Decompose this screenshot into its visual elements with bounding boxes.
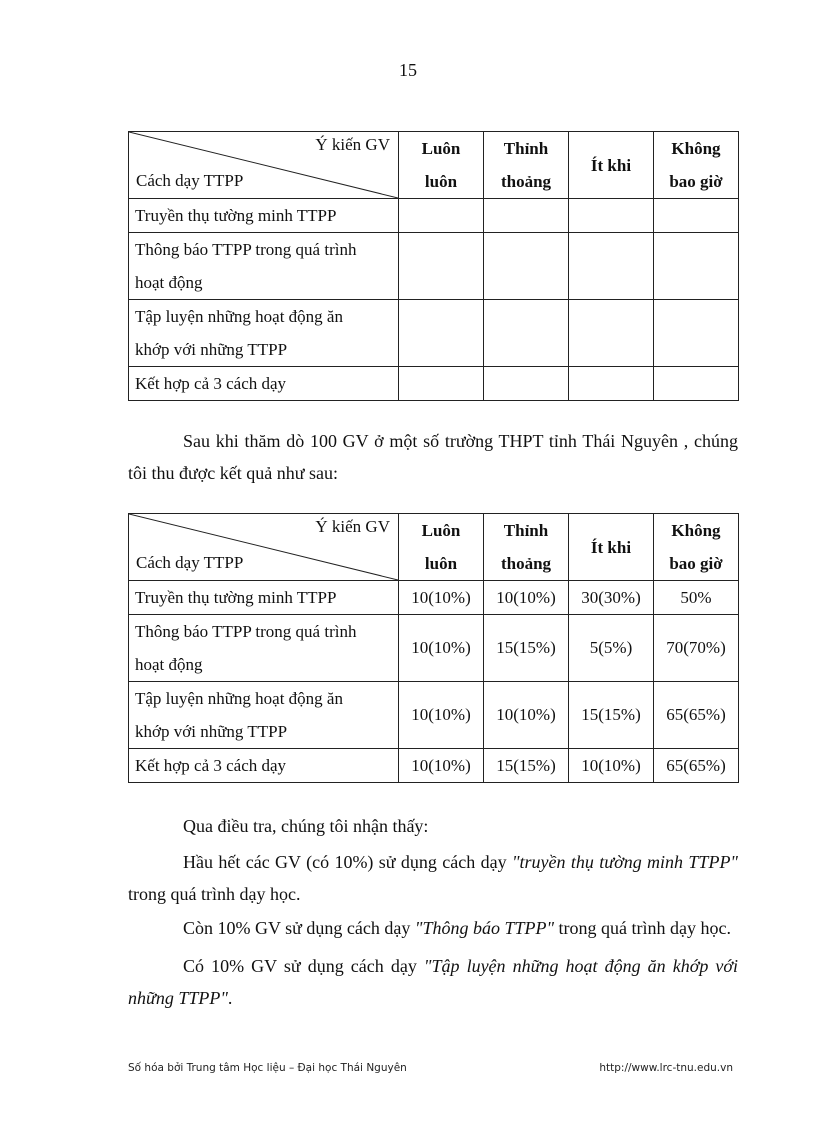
table-row <box>129 367 739 401</box>
survey-results-table <box>128 513 739 783</box>
column-header-rarely: Ít khi <box>569 514 654 581</box>
row-label: Tập luyện những hoạt động ăn khớp với những TTPP <box>129 682 399 749</box>
row-label: Tập luyện những hoạt động ăn khớp với những TTPP <box>129 300 399 367</box>
value-cell: 50% <box>654 581 739 615</box>
row-label: Thông báo TTPP trong quá trình hoạt động <box>129 233 399 300</box>
table-row <box>129 581 739 615</box>
value-cell: 10(10%) <box>569 749 654 783</box>
intro-paragraph: Sau khi thăm dò 100 GV ở một số trường THPT tỉnh Thái Nguyên , chúng tôi thu được kết quả như sau: <box>128 431 738 483</box>
value-cell: 5(5%) <box>569 615 654 682</box>
column-header-sometimes: Thỉnh thoảng <box>484 514 569 581</box>
footer-source: Số hóa bởi Trung tâm Học liệu – Đại học Thái Nguyên <box>128 1062 407 1074</box>
row-label: Truyền thụ tường minh TTPP <box>129 199 399 233</box>
value-cell: 15(15%) <box>484 749 569 783</box>
column-header-always: Luôn luôn <box>399 514 484 581</box>
value-cell: 10(10%) <box>484 682 569 749</box>
corner-bottom-label: Cách dạy TTPP <box>136 171 244 190</box>
table-row <box>129 233 739 300</box>
column-header-sometimes: Thỉnh thoảng <box>484 132 569 199</box>
header-row <box>129 132 739 199</box>
corner-top-label: Ý kiến GV <box>315 135 390 154</box>
value-cell: 65(65%) <box>654 682 739 749</box>
value-cell: 10(10%) <box>399 581 484 615</box>
corner-top-label: Ý kiến GV <box>315 517 390 536</box>
column-header-never: Không bao giờ <box>654 132 739 199</box>
value-cell: 65(65%) <box>654 749 739 783</box>
footer-url[interactable]: http://www.lrc-tnu.edu.vn <box>599 1062 733 1074</box>
page-number: 15 <box>399 60 417 80</box>
header-row <box>129 514 739 581</box>
table-row <box>129 749 739 783</box>
column-header-never: Không bao giờ <box>654 514 739 581</box>
conclusion-paragraph-3: Có 10% GV sử dụng cách dạy "Tập luyện những hoạt động ăn khớp với những TTPP". <box>128 956 739 1008</box>
conclusion-paragraph-1: Hầu hết các GV (có 10%) sử dụng cách dạy "truyền thụ tường minh TTPP" trong quá trình dạy học. <box>128 852 738 904</box>
row-label: Thông báo TTPP trong quá trình hoạt động <box>129 615 399 682</box>
table-row <box>129 199 739 233</box>
diagonal-header-cell <box>129 514 399 581</box>
value-cell: 10(10%) <box>484 581 569 615</box>
value-cell: 30(30%) <box>569 581 654 615</box>
row-label: Kết hợp cả 3 cách dạy <box>129 749 399 783</box>
table-row <box>129 615 739 682</box>
survey-form-table <box>128 131 739 401</box>
corner-bottom-label: Cách dạy TTPP <box>136 553 244 572</box>
value-cell: 70(70%) <box>654 615 739 682</box>
table-row <box>129 682 739 749</box>
row-label: Truyền thụ tường minh TTPP <box>129 581 399 615</box>
value-cell: 10(10%) <box>399 615 484 682</box>
column-header-always: Luôn luôn <box>399 132 484 199</box>
value-cell: 10(10%) <box>399 682 484 749</box>
value-cell: 15(15%) <box>484 615 569 682</box>
table-row <box>129 300 739 367</box>
conclusion-paragraph-2: Còn 10% GV sử dụng cách dạy "Thông báo TTPP" trong quá trình dạy học. <box>183 918 731 938</box>
column-header-rarely: Ít khi <box>569 132 654 199</box>
value-cell: 15(15%) <box>569 682 654 749</box>
value-cell: 10(10%) <box>399 749 484 783</box>
conclusion-lead: Qua điều tra, chúng tôi nhận thấy: <box>183 816 429 836</box>
diagonal-header-cell <box>129 132 399 199</box>
row-label: Kết hợp cả 3 cách dạy <box>129 367 399 401</box>
page-footer <box>128 1062 733 1074</box>
